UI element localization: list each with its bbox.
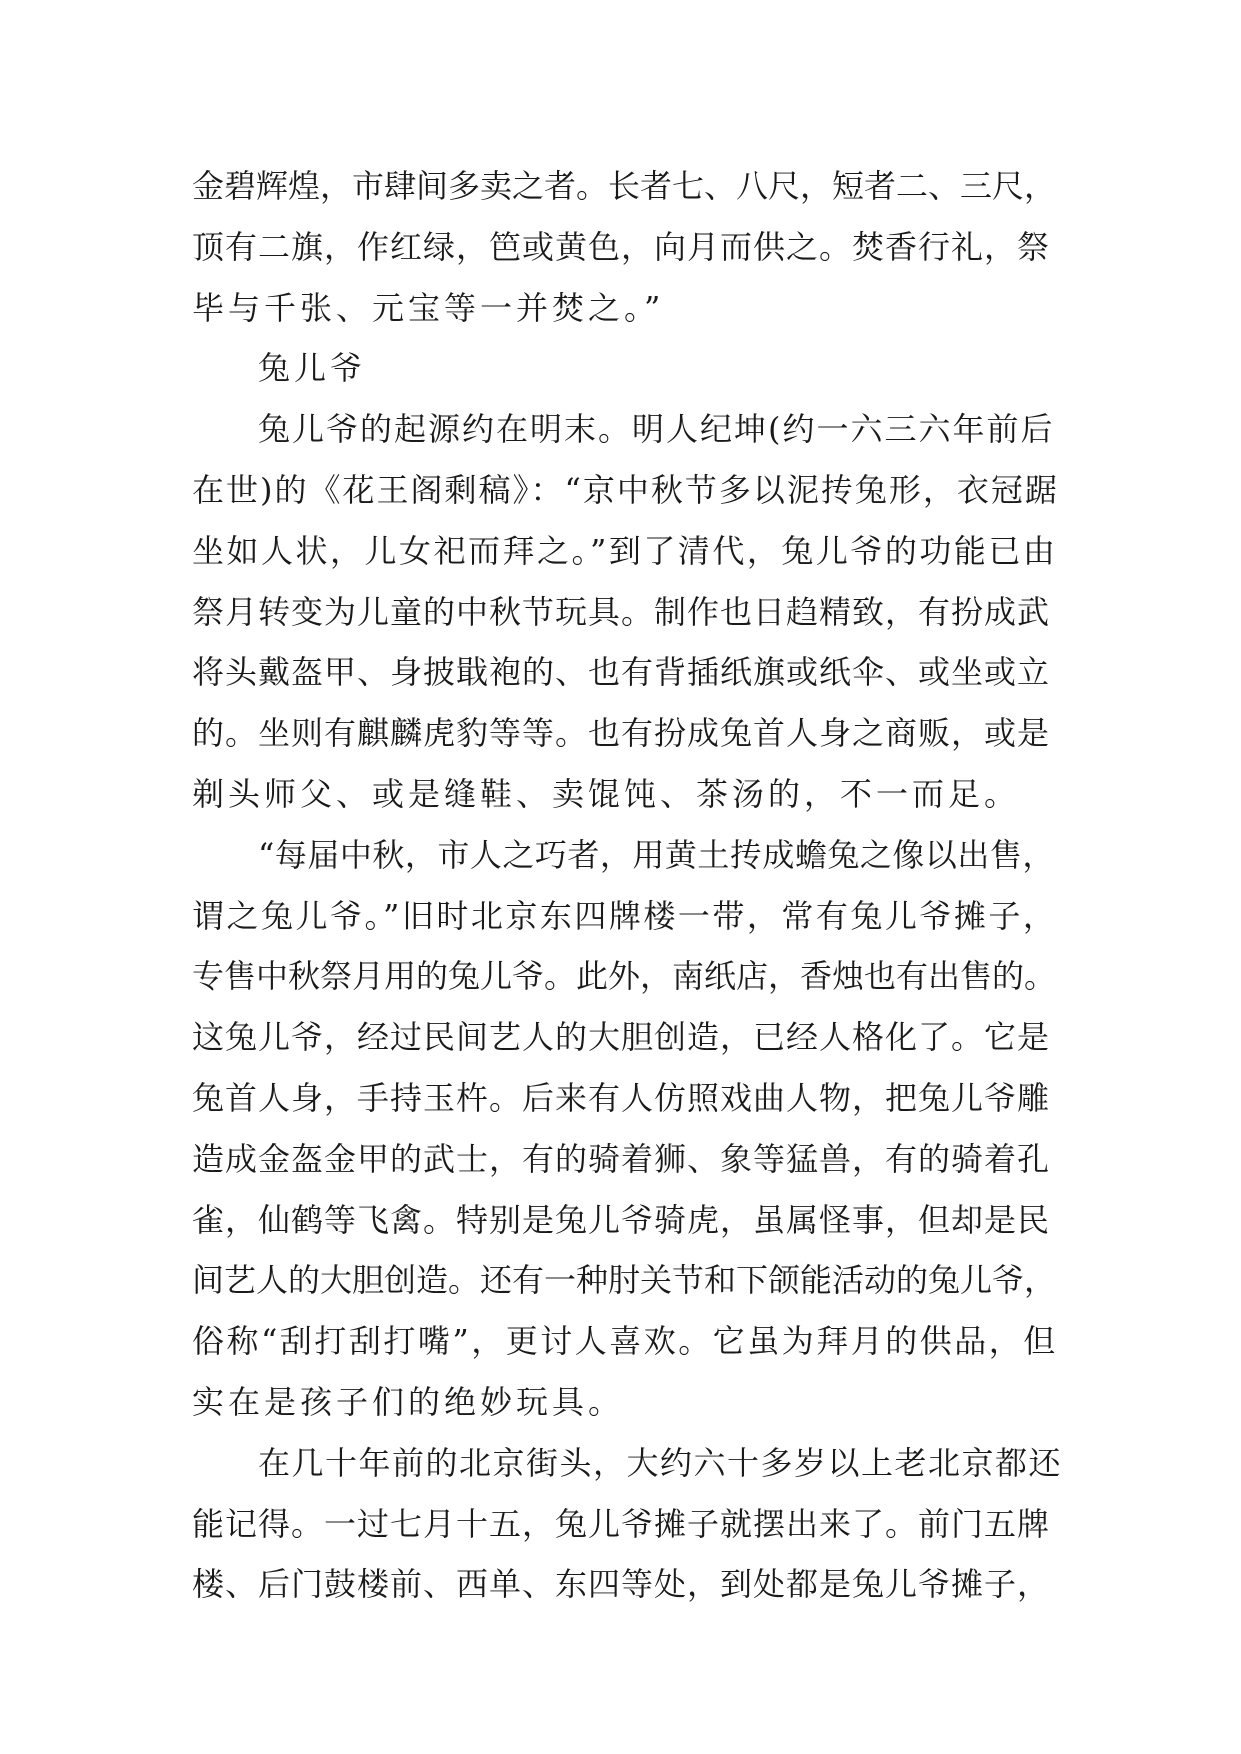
document-body: [192, 156, 1062, 1615]
text-line: 顶有二旗，作红绿，笆或黄色，向月而供之。焚香行礼，祭: [192, 227, 1051, 266]
section-heading: 兔儿爷: [258, 349, 367, 388]
text-line: 剃头师父、或是缝鞋、卖馄饨、茶汤的，不一而足。: [192, 774, 1021, 813]
text-line: 这兔儿爷，经过民间艺人的大胆创造，已经人格化了。它是: [192, 1018, 1051, 1057]
text-line: 专售中秋祭月用的兔儿爷。此外，南纸店，香烛也有出售的。: [192, 957, 1057, 996]
text-line: 谓之兔儿爷。”旧时北京东四牌楼一带，常有兔儿爷摊子，: [192, 896, 1058, 935]
text-line: 在几十年前的北京街头，大约六十多岁以上老北京都还: [258, 1443, 1063, 1482]
text-line: 坐如人状，儿女祀而拜之。”到了清代，兔儿爷的功能已由: [192, 531, 1058, 570]
text-line: 兔儿爷的起源约在明末。明人纪坤(约一六三六年前后: [258, 410, 1055, 449]
text-line: 祭月转变为儿童的中秋节玩具。制作也日趋精致，有扮成武: [192, 592, 1051, 631]
text-line: 毕与千张、元宝等一并焚之。”: [192, 288, 665, 327]
text-line: 金碧辉煌，市肆间多卖之者。长者七、八尺，短者二、三尺，: [192, 167, 1057, 205]
text-line: “每届中秋，市人之巧者，用黄土抟成蟾兔之像以出售，: [258, 835, 1055, 874]
text-line: 的。坐则有麒麟虎豹等等。也有扮成兔首人身之商贩，或是: [192, 714, 1051, 753]
text-line: 间艺人的大胆创造。还有一种肘关节和下颌能活动的兔儿爷，: [192, 1261, 1057, 1300]
text-line: 将头戴盔甲、身披戢袍的、也有背插纸旗或纸伞、或坐或立: [192, 653, 1051, 692]
text-line: 能记得。一过七月十五，兔儿爷摊子就摆出来了。前门五牌: [192, 1504, 1051, 1543]
text-line: 楼、后门鼓楼前、西单、东四等处，到处都是兔儿爷摊子，: [192, 1565, 1051, 1604]
text-line: 兔首人身，手持玉杵。后来有人仿照戏曲人物，把兔儿爷雕: [192, 1078, 1051, 1117]
text-line: 俗称“刮打刮打嘴”，更讨人喜欢。它虽为拜月的供品，但: [192, 1322, 1058, 1361]
text-line: 雀，仙鹤等飞禽。特别是兔儿爷骑虎，虽属怪事，但却是民: [192, 1200, 1051, 1239]
text-line: 在世)的《花王阁剩稿》：“京中秋节多以泥抟兔形，衣冠踞: [192, 470, 1059, 509]
text-line: 造成金盔金甲的武士，有的骑着狮、象等猛兽，有的骑着孔: [192, 1139, 1051, 1178]
text-line: 实在是孩子们的绝妙玩具。: [192, 1382, 625, 1421]
